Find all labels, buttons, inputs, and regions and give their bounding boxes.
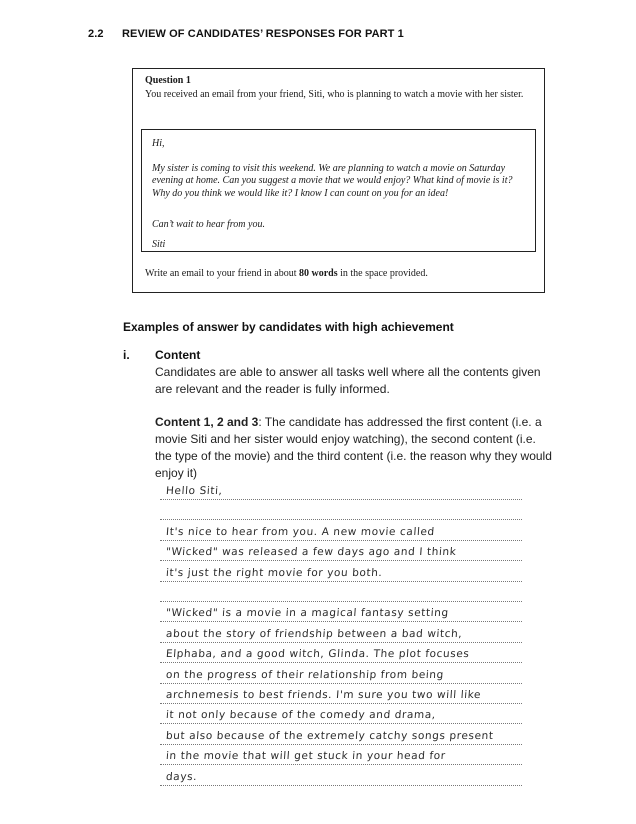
handwritten-line: but also because of the extremely catchy songs present: [165, 729, 495, 742]
handwritten-line: "Wicked" was released a few days ago and I think: [165, 546, 457, 559]
content-description: Candidates are able to answer all tasks well where all the contents given are relevant and the reader is fully informed.: [155, 365, 541, 396]
email-closing: Can’t wait to hear from you.: [152, 219, 265, 230]
content-analysis-label: Content 1, 2 and 3: [155, 415, 259, 429]
content-title: Content: [155, 348, 201, 362]
answer-ruled-line: [160, 499, 522, 500]
handwritten-answer: [160, 484, 530, 783]
answer-ruled-line: [160, 642, 522, 643]
section-heading: [88, 28, 404, 40]
question-intro: You received an email from your friend, Siti, who is planning to watch a movie with her sister.: [145, 89, 524, 100]
answer-ruled-line: [160, 601, 522, 602]
email-greeting: Hi,: [152, 138, 165, 149]
instruction-word-count: 80 words: [299, 268, 338, 279]
answer-ruled-line: [160, 581, 522, 582]
content-analysis-text: : The candidate has addressed the first content (i.e. a movie Siti and her sister would enjoy watching), the second content (i.e. the type of the movie) and the third content (i.e. the reason why they would enjoy it): [155, 415, 552, 480]
content-numeral: i.: [123, 348, 130, 362]
answer-ruled-line: [160, 621, 522, 622]
answer-ruled-line: [160, 519, 522, 520]
answer-ruled-line: [160, 764, 522, 765]
handwritten-line: it's just the right movie for you both.: [165, 566, 383, 579]
handwritten-line: "Wicked" is a movie in a magical fantasy setting: [165, 607, 450, 620]
content-analysis: [155, 414, 555, 482]
answer-ruled-line: [160, 540, 522, 541]
handwritten-line: days.: [165, 770, 198, 783]
email-box: [141, 129, 536, 252]
email-signature: Siti: [152, 239, 166, 250]
handwritten-line: on the progress of their relationship from being: [165, 668, 445, 681]
section-number: 2.2: [88, 28, 104, 40]
answer-ruled-line: [160, 723, 522, 724]
handwritten-line: Elphaba, and a good witch, Glinda. The plot focuses: [165, 648, 470, 661]
section-title: REVIEW OF CANDIDATES’ RESPONSES FOR PART 1: [122, 28, 404, 40]
answer-ruled-line: [160, 744, 522, 745]
answer-ruled-line: [160, 560, 522, 561]
handwritten-line: about the story of friendship between a bad witch,: [165, 627, 463, 640]
answer-ruled-line: [160, 785, 522, 786]
question-instruction: [145, 268, 428, 279]
handwritten-line: archnemesis to best friends. I'm sure you two will like: [165, 689, 482, 701]
handwritten-line: Hello Siti,: [165, 485, 223, 497]
instruction-post: in the space provided.: [337, 268, 428, 279]
answer-ruled-line: [160, 703, 522, 704]
answer-ruled-line: [160, 683, 522, 684]
question-title: Question 1: [145, 75, 191, 86]
handwritten-line: in the movie that will get stuck in your head for: [165, 750, 447, 763]
handwritten-line: It's nice to hear from you. A new movie called: [165, 525, 436, 538]
handwritten-line: it not only because of the comedy and drama,: [165, 709, 437, 722]
question-box: [132, 68, 545, 293]
examples-heading: Examples of answer by candidates with high achievement: [123, 320, 454, 334]
email-body: My sister is coming to visit this weekend. We are planning to watch a movie on Saturday evening at home. Can you suggest a movie that we would enjoy? What kind of movie is it? Why do you think we would like it? I know I can count on you for an idea!: [152, 163, 513, 199]
answer-ruled-line: [160, 662, 522, 663]
instruction-pre: Write an email to your friend in about: [145, 268, 299, 279]
